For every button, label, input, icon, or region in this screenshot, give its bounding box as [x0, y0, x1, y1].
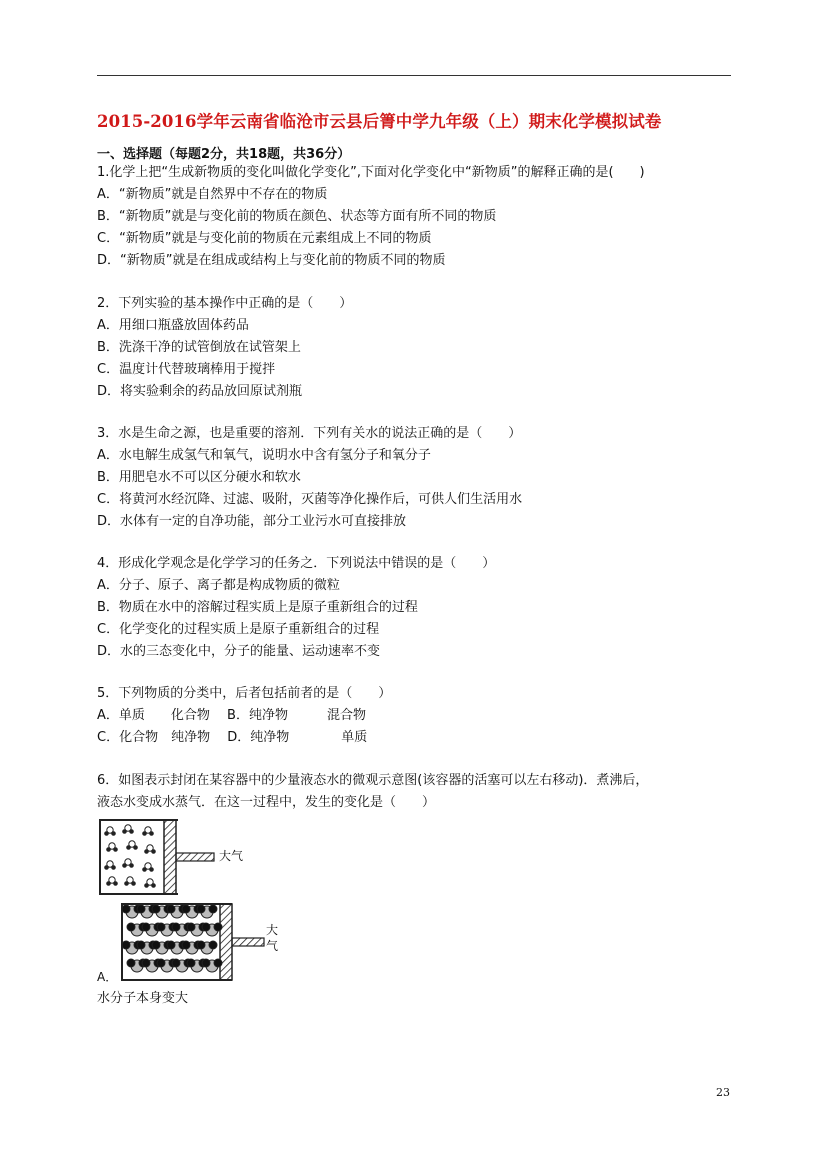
hydrogen-atom — [202, 923, 210, 931]
atmosphere-label-vertical — [266, 922, 278, 954]
hydrogen-atom — [182, 941, 190, 949]
option-a-text: 水分子本身变大 — [97, 991, 189, 1006]
hydrogen-atom — [122, 905, 130, 913]
option-d: D．“新物质”就是在组成或结构上与变化前的物质不同的物质 — [97, 253, 446, 268]
atmosphere-label: 大气 — [219, 849, 244, 863]
hydrogen-atom — [152, 941, 160, 949]
hydrogen-atom — [114, 848, 118, 852]
hydrogen-atom — [202, 959, 210, 967]
option-b: B．“新物质”就是与变化前的物质在颜色、状态等方面有所不同的物质 — [97, 209, 497, 224]
hydrogen-atom — [112, 866, 116, 870]
hydrogen-atom — [112, 832, 116, 836]
hydrogen-atom — [150, 832, 154, 836]
option-a: A．分子、原子、离子都是构成物质的微粒 — [97, 578, 340, 593]
section-heading: 一、选择题（每题2分，共18题，共36分） — [97, 147, 351, 162]
hydrogen-atom — [143, 832, 147, 836]
hydrogen-atom — [167, 905, 175, 913]
hydrogen-atom — [172, 959, 180, 967]
hydrogen-atom — [130, 830, 134, 834]
header-rule — [97, 75, 731, 76]
option-d: D．将实验剩余的药品放回原试剂瓶 — [97, 384, 303, 399]
hydrogen-atom — [145, 884, 149, 888]
hydrogen-atom — [152, 884, 156, 888]
hydrogen-atom — [150, 868, 154, 872]
hydrogen-atom — [127, 923, 135, 931]
hydrogen-atom — [137, 905, 145, 913]
atmosphere-char-1: 大 — [266, 923, 279, 937]
hydrogen-atom — [197, 941, 205, 949]
hydrogen-atom — [127, 959, 135, 967]
question-stem: 1.化学上把“生成新物质的变化叫做化学变化”,下面对化学变化中“新物质”的解释正确的是( ) — [97, 165, 645, 180]
hydrogen-atom — [107, 882, 111, 886]
hydrogen-atom — [142, 923, 150, 931]
page-title: 2015-2016学年云南省临沧市云县后箐中学九年级（上）期末化学模拟试卷 — [97, 112, 662, 131]
option-b: B．物质在水中的溶解过程实质上是原子重新组合的过程 — [97, 600, 418, 615]
hydrogen-atom — [137, 941, 145, 949]
hydrogen-atom — [134, 846, 138, 850]
hydrogen-atom — [172, 923, 180, 931]
hydrogen-atom — [127, 846, 131, 850]
question-stem: 2．下列实验的基本操作中正确的是（ ） — [97, 296, 353, 311]
page-number: 23 — [716, 1086, 730, 1099]
hydrogen-atom — [214, 923, 222, 931]
hydrogen-atom — [182, 905, 190, 913]
hydrogen-atom — [132, 882, 136, 886]
hydrogen-atom — [152, 905, 160, 913]
option-b: B．洗涤干净的试管倒放在试管架上 — [97, 340, 301, 355]
hydrogen-atom — [123, 864, 127, 868]
hydrogen-atom — [187, 923, 195, 931]
option-a-marker: A． — [97, 970, 118, 984]
hydrogen-atom — [105, 866, 109, 870]
hydrogen-atom — [152, 850, 156, 854]
hydrogen-atom — [209, 941, 217, 949]
hydrogen-atom — [214, 959, 222, 967]
question-stem: 3．水是生命之源，也是重要的溶剂．下列有关水的说法正确的是（ ） — [97, 426, 522, 441]
option-a-diagram — [120, 902, 270, 982]
hydrogen-atom — [114, 882, 118, 886]
atmosphere-char-2: 气 — [266, 939, 279, 953]
hydrogen-atom — [122, 941, 130, 949]
hydrogen-atom — [142, 959, 150, 967]
option-c: C．化学变化的过程实质上是原子重新组合的过程 — [97, 622, 380, 637]
hydrogen-atom — [197, 905, 205, 913]
option-a: A．“新物质”就是自然界中不存在的物质 — [97, 187, 328, 202]
hydrogen-atom — [105, 832, 109, 836]
hydrogen-atom — [107, 848, 111, 852]
option-row-cd: C．化合物 纯净物 D．纯净物 单质 — [97, 730, 368, 745]
hydrogen-atom — [143, 868, 147, 872]
hydrogen-atom — [123, 830, 127, 834]
question-stem: 6．如图表示封闭在某容器中的少量液态水的微观示意图(该容器的活塞可以左右移动)．煮沸后， — [97, 773, 649, 788]
option-a: A．用细口瓶盛放固体药品 — [97, 318, 249, 333]
hydrogen-atom — [167, 941, 175, 949]
option-a: A．水电解生成氢气和氧气，说明水中含有氢分子和氧分子 — [97, 448, 431, 463]
question-stem: 4．形成化学观念是化学学习的任务之．下列说法中错误的是（ ） — [97, 556, 496, 571]
hydrogen-atom — [145, 850, 149, 854]
question-stem: 5．下列物质的分类中，后者包括前者的是（ ） — [97, 686, 392, 701]
hydrogen-atom — [130, 864, 134, 868]
option-b: B．用肥皂水不可以区分硬水和软水 — [97, 470, 301, 485]
option-c: C．“新物质”就是与变化前的物质在元素组成上不同的物质 — [97, 231, 432, 246]
hydrogen-atom — [157, 959, 165, 967]
option-c: C．温度计代替玻璃棒用于搅拌 — [97, 362, 276, 377]
hydrogen-atom — [125, 882, 129, 886]
option-d: D．水体有一定的自净功能，部分工业污水可直接排放 — [97, 514, 407, 529]
option-c: C．将黄河水经沉降、过滤、吸附，灭菌等净化操作后，可供人们生活用水 — [97, 492, 523, 507]
question-stem-continued: 液态水变成水蒸气．在这一过程中，发生的变化是（ ） — [97, 795, 436, 810]
hydrogen-atom — [209, 905, 217, 913]
hydrogen-atom — [157, 923, 165, 931]
option-row-ab: A．单质 化合物 B．纯净物 混合物 — [97, 708, 366, 723]
option-d: D．水的三态变化中，分子的能量、运动速率不变 — [97, 644, 381, 659]
hydrogen-atom — [187, 959, 195, 967]
